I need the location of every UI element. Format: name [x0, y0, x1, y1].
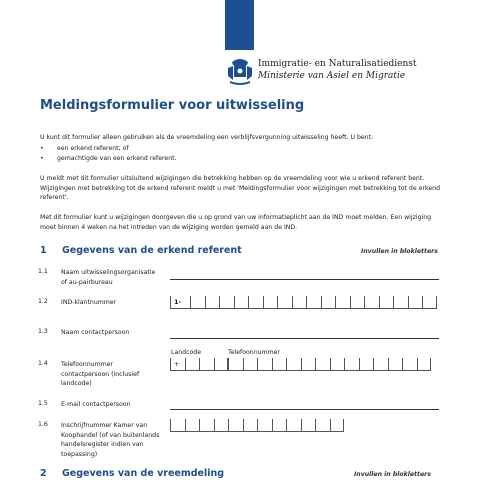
char-box[interactable]	[214, 358, 229, 371]
char-box[interactable]	[301, 358, 316, 371]
char-box[interactable]	[219, 296, 234, 309]
field-number: 1.3	[38, 328, 48, 335]
char-box[interactable]	[306, 296, 321, 309]
org-name-line1: Immigratie- en Naturalisatiedienst	[258, 59, 417, 69]
field-number: 1.5	[38, 400, 48, 407]
char-box[interactable]	[272, 419, 287, 432]
phone-number-label: Telefoonnummer	[228, 349, 280, 356]
char-box[interactable]	[272, 358, 287, 371]
section-2-number: 2	[40, 468, 47, 479]
char-box[interactable]	[330, 358, 345, 371]
char-box[interactable]	[315, 358, 330, 371]
char-box[interactable]	[170, 419, 185, 432]
char-box[interactable]	[335, 296, 350, 309]
landcode-input[interactable]	[170, 358, 228, 371]
field-label-organisation: Naam uitwisselingsorganisatie of au-pairbureau	[61, 269, 156, 286]
field-number: 1.2	[38, 298, 48, 305]
intro-paragraph-1: U kunt dit formulier alleen gebruiken als de vreemdeling een verblijfsvergunning uitwisseling heeft. U bent:	[40, 134, 374, 141]
org-name-line2: Ministerie van Asiel en Migratie	[258, 71, 406, 81]
field-number: 1.4	[38, 360, 48, 367]
char-box[interactable]	[379, 296, 394, 309]
section-2-note: Invullen in blokletters	[354, 471, 431, 478]
char-box[interactable]	[402, 358, 417, 371]
bullet-dot: •	[40, 145, 44, 152]
phone-number-input[interactable]	[228, 358, 431, 371]
char-box[interactable]	[286, 358, 301, 371]
section-1-title: Gegevens van de erkend referent	[62, 245, 242, 256]
field-label-client-number: IND-klantnummer	[61, 299, 117, 306]
field-number: 1.6	[38, 421, 48, 428]
char-box[interactable]	[199, 358, 214, 371]
char-box[interactable]	[286, 419, 301, 432]
char-box[interactable]	[214, 419, 229, 432]
section-1-number: 1	[40, 245, 47, 256]
bullet-text: een erkend referent; of	[57, 145, 129, 152]
field-number: 1.1	[38, 268, 48, 275]
char-box[interactable]	[257, 358, 272, 371]
char-box[interactable]	[330, 419, 345, 432]
coat-of-arms-icon	[226, 54, 254, 86]
char-box[interactable]	[321, 296, 336, 309]
char-box[interactable]	[373, 358, 388, 371]
field-label-contact-name: Naam contactpersoon	[61, 329, 130, 336]
char-box[interactable]	[205, 296, 220, 309]
char-box[interactable]	[199, 419, 214, 432]
char-box[interactable]	[185, 419, 200, 432]
section-1-note: Invullen in blokletters	[361, 248, 438, 255]
char-box[interactable]	[393, 296, 408, 309]
client-number-input[interactable]	[170, 296, 437, 309]
char-box[interactable]	[185, 358, 200, 371]
char-box[interactable]	[243, 419, 258, 432]
char-box[interactable]	[190, 296, 205, 309]
char-box[interactable]	[234, 296, 249, 309]
char-box[interactable]	[359, 358, 374, 371]
char-box[interactable]	[228, 419, 243, 432]
bullet-text: gemachtigde van een erkend referent.	[57, 155, 177, 162]
plus-sign: +	[174, 360, 180, 368]
email-input[interactable]	[170, 409, 439, 410]
client-number-prefix: 1-	[174, 298, 182, 306]
char-box[interactable]	[257, 419, 272, 432]
bullet-dot: •	[40, 155, 44, 162]
kvk-number-input[interactable]	[170, 419, 344, 432]
char-box[interactable]	[301, 419, 316, 432]
char-box[interactable]	[315, 419, 330, 432]
field-label-email: E-mail contactpersoon	[61, 401, 131, 408]
char-box[interactable]	[344, 358, 359, 371]
char-box[interactable]	[228, 358, 243, 371]
char-box[interactable]	[350, 296, 365, 309]
char-box[interactable]	[388, 358, 403, 371]
plus-box	[170, 358, 185, 371]
section-2-title: Gegevens van de vreemdeling	[62, 468, 225, 479]
intro-paragraph-3: Met dit formulier kunt u wijzigingen doorgeven die u op grond van uw informatieplicht aan de IND moet melden. Een wijziging moet binnen 4 weken na het intreden van de wijziging worden gemeld aan de IND.	[40, 214, 432, 231]
char-box[interactable]	[292, 296, 307, 309]
organisation-input[interactable]	[170, 279, 439, 280]
intro-paragraph-2: U meldt met dit formulier uitsluitend wijzigingen die betrekking hebben op de vreemdeling voor wie u erkend referent bent. Wijzigingen met betrekking tot de erkend referent meldt u met 'Meldingsformulier voor wijzigingen met betrekking tot de erkend referent'.	[40, 175, 441, 202]
page-title: Meldingsformulier voor uitwisseling	[40, 98, 305, 113]
field-label-kvk: Inschrijfnummer Kamer van Koophandel (of van buitenlands handelsregister indien van toepassing)	[61, 422, 160, 458]
char-box[interactable]	[417, 358, 432, 371]
landcode-label: Landcode	[171, 349, 202, 356]
char-box[interactable]	[408, 296, 423, 309]
logo-bar	[225, 0, 254, 50]
char-box[interactable]	[364, 296, 379, 309]
char-box[interactable]	[248, 296, 263, 309]
contact-name-input[interactable]	[170, 338, 439, 339]
char-box[interactable]	[263, 296, 278, 309]
field-label-phone: Telefoonnummer contactpersoon (inclusief landcode)	[61, 361, 140, 388]
char-box[interactable]	[422, 296, 437, 309]
char-box[interactable]	[277, 296, 292, 309]
char-box[interactable]	[243, 358, 258, 371]
client-number-prefix-box	[170, 296, 190, 309]
